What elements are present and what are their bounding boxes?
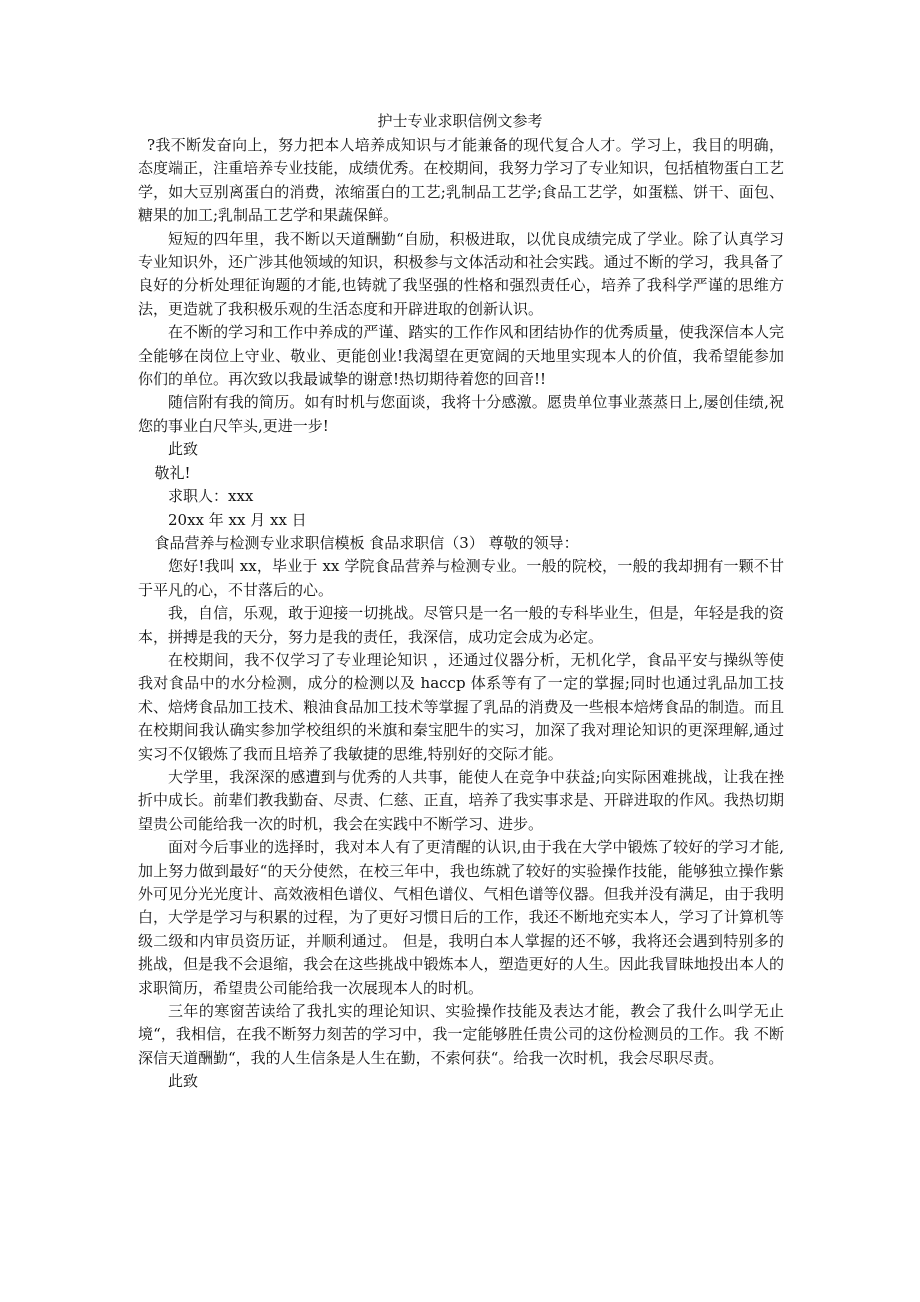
paragraph-career-choice: 面对今后事业的选择时，我对本人有了更清醒的认识,由于我在大学中锻炼了较好的学习才能,加上努力做到最好“的天分使然，在校三年中，我也练就了较好的实验操作技能，能够独立操作紫外可见分光光度计、高效液相色谱仪、气相色谱仪、气相色谱等仪器。但我并没有满足，由于我明白，大学是学习与积累的过程，为了更好习惯日后的工作，我还不断地充实本人，学习了计算机等级二级和内审员资历证，并顺利通过。 但是，我明白本人掌握的还不够，我将还会遇到特别多的挑战，但是我不会退缩，我会在这些挑战中锻炼本人，塑造更好的人生。因此我冒昧地投出本人的求职简历，希望贵公司能给我一次展现本人的时机。 [138,838,784,997]
paragraph-confidence: 我，自信，乐观，敢于迎接一切挑战。尽管只是一名一般的专科毕业生，但是，年轻是我的资本，拼搏是我的天分，努力是我的责任，我深信，成功定会成为必定。 [138,604,784,646]
second-letter-heading: 食品营养与检测专业求职信模板 食品求职信（3） 尊敬的领导： [154,533,579,552]
document-title: 护士专业求职信例文参考 [377,112,543,130]
paragraph-school-study: 在校期间，我不仅学习了专业理论知识 ，还通过仪器分析，无机化学，食品平安与操纵等使我对食品中的水分检测，成分的检测以及 haccp 体系等有了一定的掌握;同时也通过乳品加工技术、焙烤食品加工技术、粮油食品加工技术等掌握了乳品的消费及一些根本焙烤食品的制造。而且在校期间我认确实参加学校组织的米旗和秦宝肥牛的实习，加深了我对理论知识的更深理解,通过实习不仅锻炼了我而且培养了我敏捷的思维,特别好的交际才能。 [138,650,784,763]
closing-salutation: 此致 [168,440,199,459]
applicant-name: 求职人：xxx [168,487,254,506]
paragraph-intro: ?我不断发奋向上，努力把本人培养成知识与才能兼备的现代复合人才。学习上，我目的明确，态度端正，注重培养专业技能，成绩优秀。在校期间，我努力学习了专业知识，包括植物蛋白工艺学，如大豆别离蛋白的消费，浓缩蛋白的工艺;乳制品工艺学;食品工艺学，如蛋糕、饼干、面包、糖果的加工;乳制品工艺学和果蔬保鲜。 [138,136,784,225]
document-body [138,134,784,1094]
paragraph-university: 大学里，我深深的感遭到与优秀的人共事，能使人在竞争中获益;向实际困难挑战，让我在挫折中成长。前辈们教我勤奋、尽责、仁慈、正直，培养了我实事求是、开辟进取的作风。我热切期望贵公司能给我一次的时机，我会在实践中不断学习、进步。 [138,767,784,833]
paragraph-study-years: 短短的四年里，我不断以天道酬勤“自励，积极进取，以优良成绩完成了学业。除了认真学习专业知识外，还广涉其他领域的知识，积极参与文体活动和社会实践。通过不断的学习，我具备了良好的分析处理征询题的才能,也铸就了我坚强的性格和强烈责任心，培养了我科学严谨的思维方法，更造就了我积极乐观的生活态度和开辟进取的创新认识。 [138,229,784,318]
closing-regards: 敬礼! [154,463,191,482]
paragraph-greeting: 您好!我叫 xx，毕业于 xx 学院食品营养与检测专业。一般的院校，一般的我却拥有一颗不甘于平凡的心，不甘落后的心。 [138,557,784,599]
letter-date: 20xx 年 xx 月 xx 日 [168,510,307,529]
paragraph-resume-attached: 随信附有我的简历。如有时机与您面谈，我将十分感激。愿贵单位事业蒸蒸日上,屡创佳绩,祝您的事业白尺竿头,更进一步! [138,393,784,435]
closing-salutation-2: 此致 [168,1072,199,1091]
paragraph-work-style: 在不断的学习和工作中养成的严谨、踏实的工作作风和团结协作的优秀质量，使我深信本人完全能够在岗位上守业、敬业、更能创业!我渴望在更宽阔的天地里实现本人的价值，我希望能参加你们的单位。再次致以我最诚挚的谢意!热切期待着您的回音!! [138,323,784,389]
paragraph-three-years: 三年的寒窗苦读给了我扎实的理论知识、实验操作技能及表达才能，教会了我什么叫学无止境“，我相信，在我不断努力刻苦的学习中，我一定能够胜任贵公司的这份检测员的工作。我 不断深信天道酬勤“，我的人生信条是人生在勤，不索何获“。给我一次时机，我会尽职尽责。 [138,1002,784,1067]
